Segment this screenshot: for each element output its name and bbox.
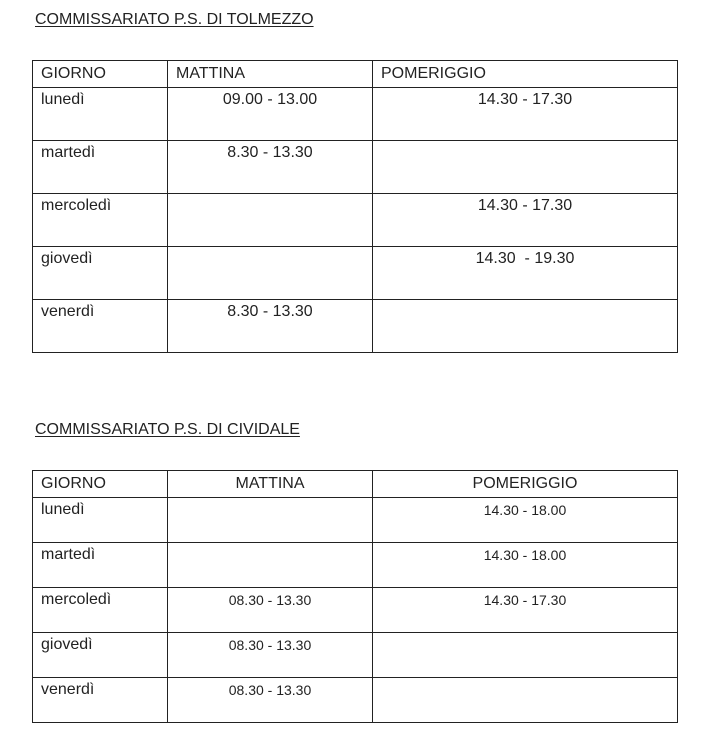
table-row	[33, 498, 678, 543]
table-header-row	[33, 61, 678, 88]
header-day: GIORNO	[33, 471, 168, 498]
table-row	[33, 141, 678, 194]
afternoon-cell: 14.30 - 17.30	[373, 194, 678, 247]
day-cell: martedì	[33, 543, 168, 588]
day-cell: mercoledì	[33, 194, 168, 247]
day-cell: martedì	[33, 141, 168, 194]
afternoon-cell: 14.30 - 18.00	[373, 498, 678, 543]
day-cell: giovedì	[33, 247, 168, 300]
afternoon-cell: 14.30 - 19.30	[373, 247, 678, 300]
morning-cell: 8.30 - 13.30	[168, 141, 373, 194]
table-row	[33, 678, 678, 723]
table-header-row	[33, 471, 678, 498]
day-cell: giovedì	[33, 633, 168, 678]
section-title-cividale: COMMISSARIATO P.S. DI CIVIDALE	[35, 421, 300, 438]
section-title-tolmezzo: COMMISSARIATO P.S. DI TOLMEZZO	[35, 11, 314, 28]
table-row	[33, 194, 678, 247]
day-cell: lunedì	[33, 88, 168, 141]
morning-cell	[168, 498, 373, 543]
table-row	[33, 300, 678, 353]
morning-cell	[168, 247, 373, 300]
morning-cell	[168, 543, 373, 588]
morning-cell: 08.30 - 13.30	[168, 633, 373, 678]
schedule-table-tolmezzo	[32, 60, 678, 353]
day-cell: venerdì	[33, 678, 168, 723]
morning-cell: 08.30 - 13.30	[168, 678, 373, 723]
morning-cell: 09.00 - 13.00	[168, 88, 373, 141]
schedule-table-cividale	[32, 470, 678, 723]
day-cell: venerdì	[33, 300, 168, 353]
morning-cell	[168, 194, 373, 247]
afternoon-cell: 14.30 - 17.30	[373, 88, 678, 141]
header-day: GIORNO	[33, 61, 168, 88]
table-row	[33, 247, 678, 300]
header-morning: MATTINA	[168, 471, 373, 498]
header-afternoon: POMERIGGIO	[373, 61, 678, 88]
table-row	[33, 633, 678, 678]
afternoon-cell	[373, 141, 678, 194]
afternoon-cell: 14.30 - 17.30	[373, 588, 678, 633]
table-row	[33, 88, 678, 141]
morning-cell: 8.30 - 13.30	[168, 300, 373, 353]
header-morning: MATTINA	[168, 61, 373, 88]
afternoon-cell: 14.30 - 18.00	[373, 543, 678, 588]
day-cell: mercoledì	[33, 588, 168, 633]
morning-cell: 08.30 - 13.30	[168, 588, 373, 633]
afternoon-cell	[373, 633, 678, 678]
table-row	[33, 588, 678, 633]
afternoon-cell	[373, 300, 678, 353]
day-cell: lunedì	[33, 498, 168, 543]
header-afternoon: POMERIGGIO	[373, 471, 678, 498]
table-row	[33, 543, 678, 588]
afternoon-cell	[373, 678, 678, 723]
